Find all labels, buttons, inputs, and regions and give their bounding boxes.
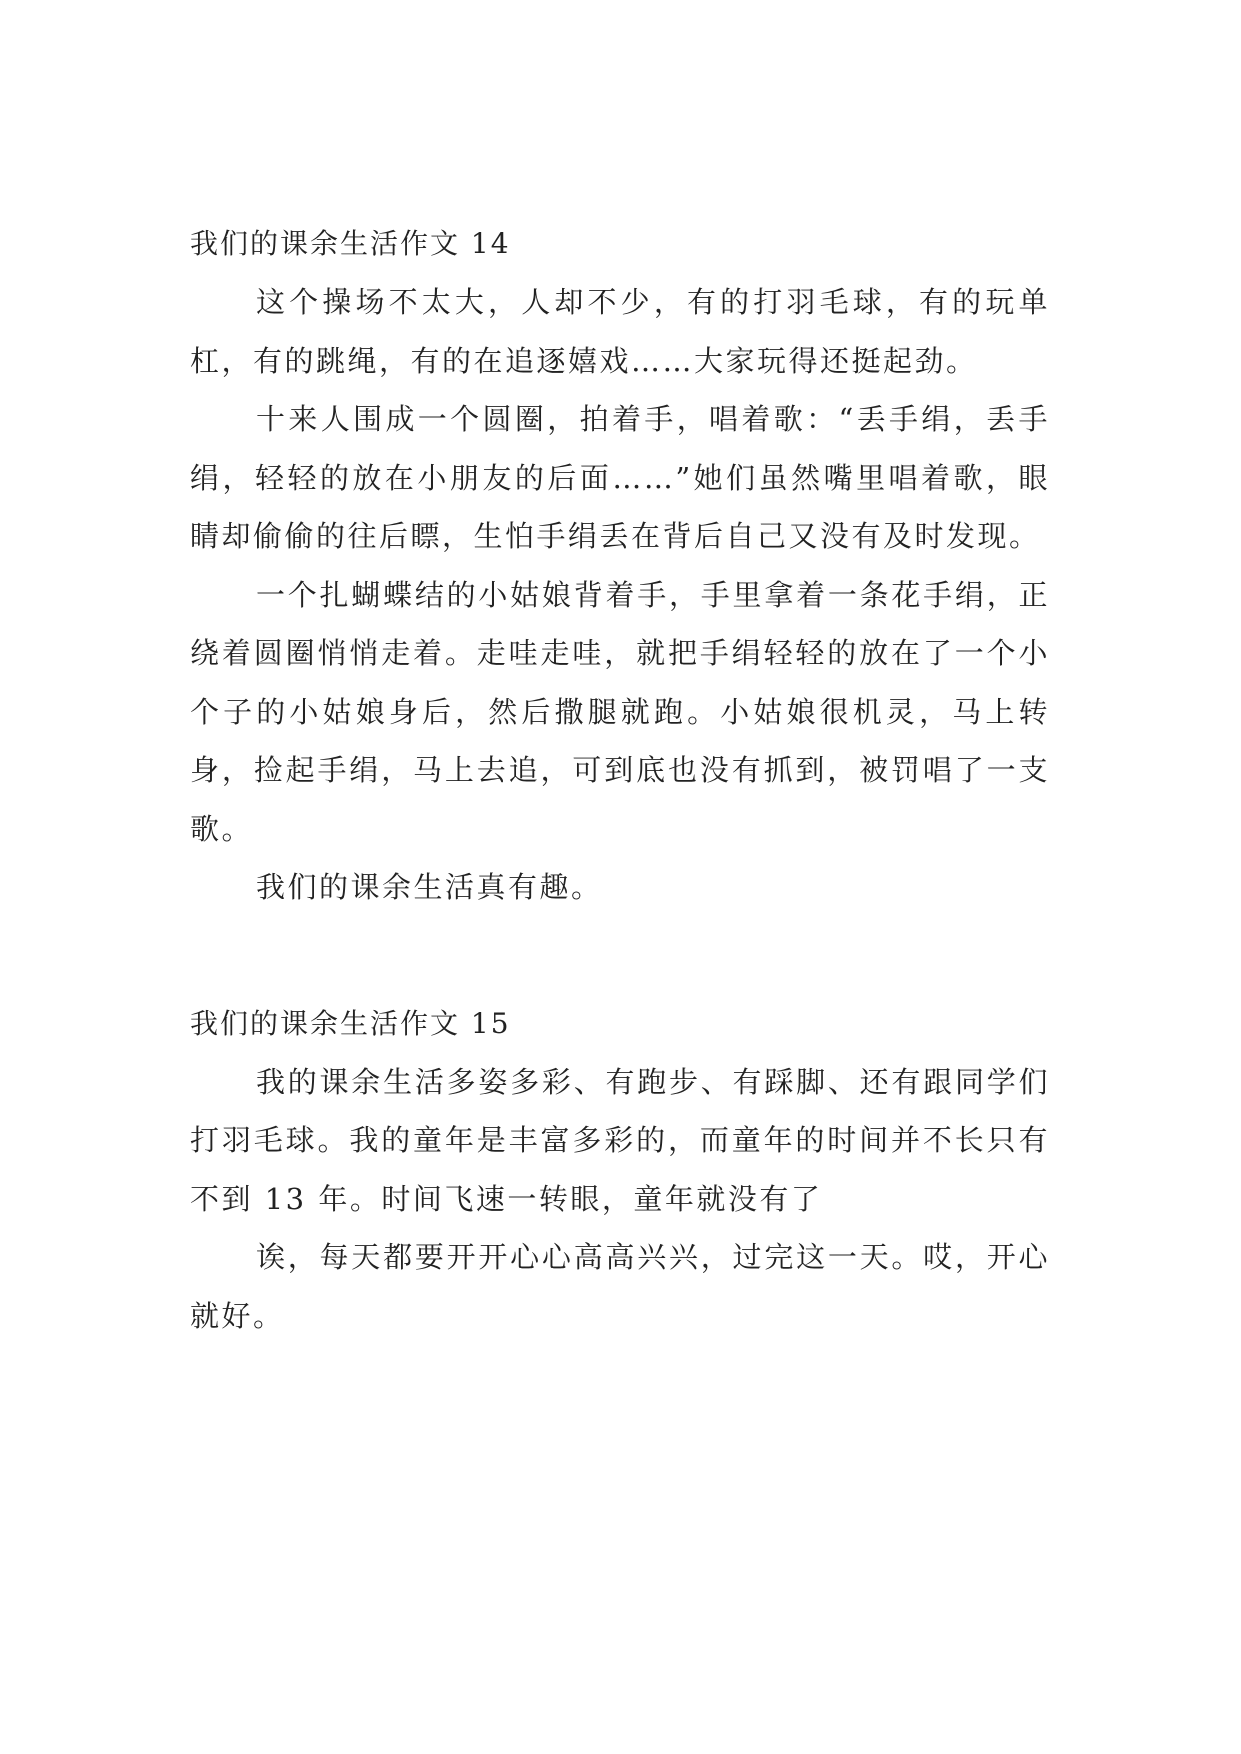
section-title: 我们的课余生活作文 15 (190, 1006, 511, 1040)
paragraph: 我们的课余生活真有趣。 (256, 870, 603, 904)
document-content (190, 215, 1050, 1345)
paragraph: 诶，每天都要开开心心高高兴兴，过完这一天。哎，开心就好。 (190, 1240, 1050, 1333)
essay-section-14 (190, 215, 1050, 917)
section-title: 我们的课余生活作文 14 (190, 227, 511, 260)
paragraph: 一个扎蝴蝶结的小姑娘背着手，手里拿着一条花手绢，正绕着圆圈悄悄走着。走哇走哇，就把手绢轻轻的放在了一个小个子的小姑娘身后，然后撒腿就跑。小姑娘很机灵，马上转身，捡起手绢，马上去追，可到底也没有抓到，被罚唱了一支歌。 (190, 577, 1050, 846)
essay-section-15 (190, 995, 1050, 1346)
paragraph: 十来人围成一个圆圈，拍着手，唱着歌：“丢手绢，丢手绢，轻轻的放在小朋友的后面……”她们虽然嘴里唱着歌，眼睛却偷偷的往后瞟，生怕手绢丢在背后自己又没有及时发现。 (190, 402, 1050, 553)
paragraph: 我的课余生活多姿多彩、有跑步、有踩脚、还有跟同学们打羽毛球。我的童年是丰富多彩的，而童年的时间并不长只有不到 13 年。时间飞速一转眼，童年就没有了 (190, 1064, 1050, 1216)
paragraph: 这个操场不太大，人却不少，有的打羽毛球，有的玩单杠，有的跳绳，有的在追逐嬉戏……大家玩得还挺起劲。 (190, 285, 1050, 378)
section-spacer (190, 917, 1050, 995)
